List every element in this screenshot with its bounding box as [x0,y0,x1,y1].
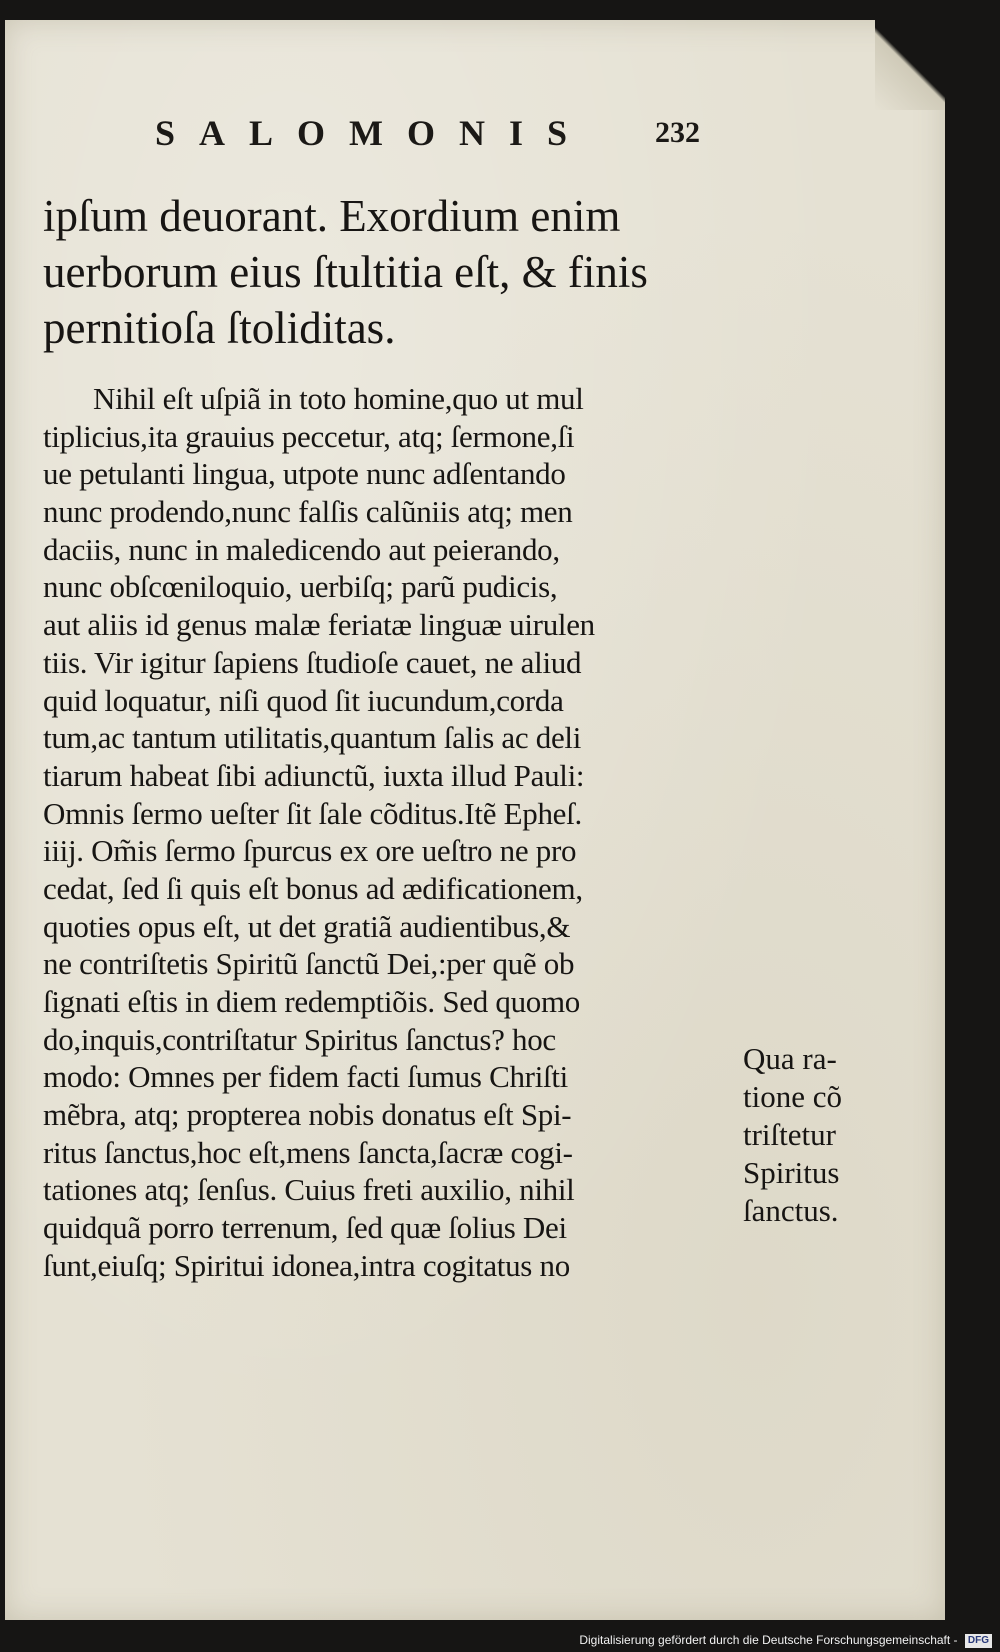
digitization-credit [579,1628,992,1652]
book-page [5,20,945,1620]
body-line: Nihil eſt uſpiã in toto homine,quo ut mul [93,381,584,416]
body-line: tiis. Vir igitur ſapiens ſtudioſe cauet, ne aliud [43,644,582,680]
lead-line: ipſum deuorant. Exordium enim [43,191,621,241]
body-line: Omnis ſermo ueſter ſit ſale cõditus.Itẽ Epheſ. [43,795,582,831]
body-line: iiij. Om̃is ſermo ſpurcus ex ore ueſtro ne pro [43,833,577,869]
body-line: nunc prodendo,nunc falſis calũniis atq; men [43,494,573,530]
running-head-title: SALOMONIS [155,113,592,153]
body-line: nunc obſcœniloquio, uerbiſq; parũ pudicis, [43,569,558,605]
lead-paragraph [43,188,733,356]
body-line: quidquã porro terrenum, ſed quæ ſolius Dei [43,1210,567,1246]
marginal-note-line: Qua ra- [743,1041,837,1076]
credit-text: Digitalisierung gefördert durch die Deutsche Forschungsgemeinschaft - [579,1633,958,1647]
marginal-note [743,1040,842,1230]
body-line: modo: Omnes per fidem facti ſumus Chriſti [43,1059,568,1095]
body-line: cedat, ſed ſi quis eſt bonus ad ædificationem, [43,870,583,906]
body-line: tiplicius,ita grauius peccetur, atq; ſermone,ſi [43,418,575,454]
running-head [5,112,945,162]
body-line: daciis, nunc in maledicendo aut peierando, [43,531,560,567]
body-line: mẽbra, atq; propterea nobis donatus eſt Spi- [43,1097,572,1133]
body-line: quoties opus eſt, ut det gratiã audientibus,& [43,908,571,944]
body-line: do,inquis,contriſtatur Spiritus ſanctus? hoc [43,1021,556,1057]
body-line: ſunt,eiuſq; Spiritui idonea,intra cogitatus no [43,1247,570,1283]
body-line: ſignati eſtis in diem redemptiõis. Sed quomo [43,984,580,1019]
marginal-note-line: Spiritus [743,1155,840,1190]
lead-line: uerborum eius ſtultitia eſt, & finis [43,247,648,297]
marginal-note-line: triſtetur [743,1117,836,1152]
body-line: ritus ſanctus,hoc eſt,mens ſancta,ſacræ cogi- [43,1134,573,1170]
page-corner-fold [875,20,945,110]
lead-line: pernitioſa ſtoliditas. [43,303,396,353]
dfg-logo-icon: DFG [965,1634,992,1648]
body-line: quid loquatur, niſi quod ſit iucundum,corda [43,682,564,718]
page-number: 232 [655,116,700,149]
body-line: ne contriſtetis Spiritũ ſanctũ Dei,:per quẽ ob [43,946,575,982]
body-line: aut aliis id genus malæ feriatæ linguæ uirulen [43,607,595,643]
body-line: tationes atq; ſenſus. Cuius freti auxilio, nihil [43,1172,575,1208]
body-line: ue petulanti lingua, utpote nunc adſentando [43,456,566,492]
body-paragraph [43,380,733,1285]
marginal-note-line: tione cõ [743,1079,842,1114]
body-line: tum,ac tantum utilitatis,quantum ſalis ac deli [43,720,582,756]
body-line: tiarum habeat ſibi adiunctũ, iuxta illud Pauli: [43,757,585,793]
marginal-note-line: ſanctus. [743,1193,839,1228]
